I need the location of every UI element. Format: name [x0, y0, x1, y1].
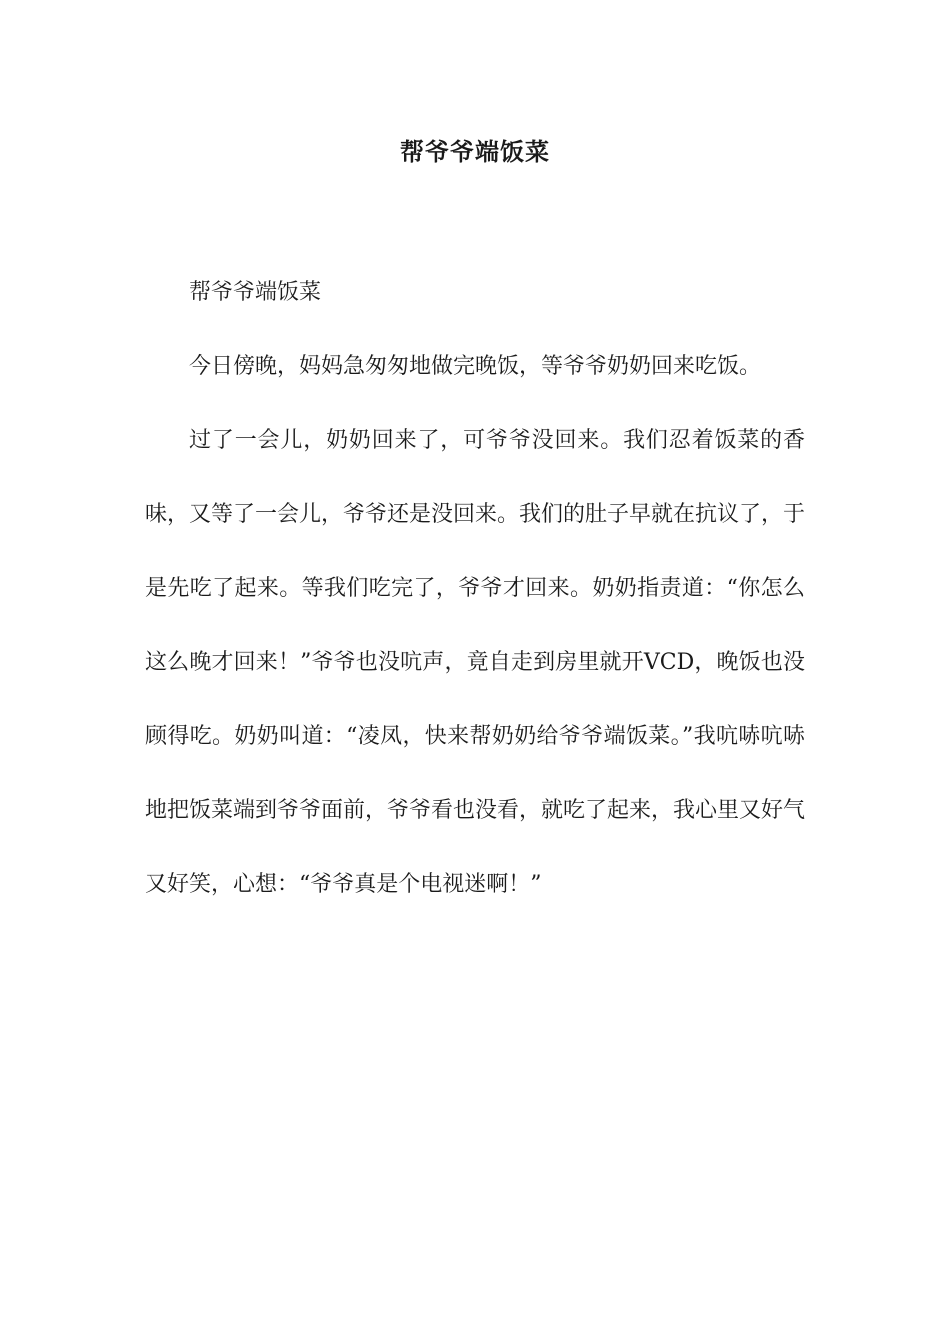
paragraph-1: 今日傍晚，妈妈急匆匆地做完晚饭，等爷爷奶奶回来吃饭。: [189, 354, 762, 379]
paragraph-subtitle: 帮爷爷端饭菜: [189, 280, 322, 305]
document-title: 帮爷爷端饭菜: [400, 137, 550, 166]
document-body: [145, 256, 805, 922]
paragraph-2: 过了一会儿，奶奶回来了，可爷爷没回来。我们忍着饭菜的香味，又等了一会儿，爷爷还是没回来。我们的肚子早就在抗议了，于是先吃了起来。等我们吃完了，爷爷才回来。奶奶指责道：“你怎么这么晚才回来！”爷爷也没吭声，竟自走到房里就开VCD，晚饭也没顾得吃。奶奶叫道：“凌凤，快来帮奶奶给爷爷端饭菜。”我吭哧吭哧地把饭菜端到爷爷面前，爷爷看也没看，就吃了起来，我心里又好气又好笑，心想：“爷爷真是个电视迷啊！”: [145, 428, 806, 897]
